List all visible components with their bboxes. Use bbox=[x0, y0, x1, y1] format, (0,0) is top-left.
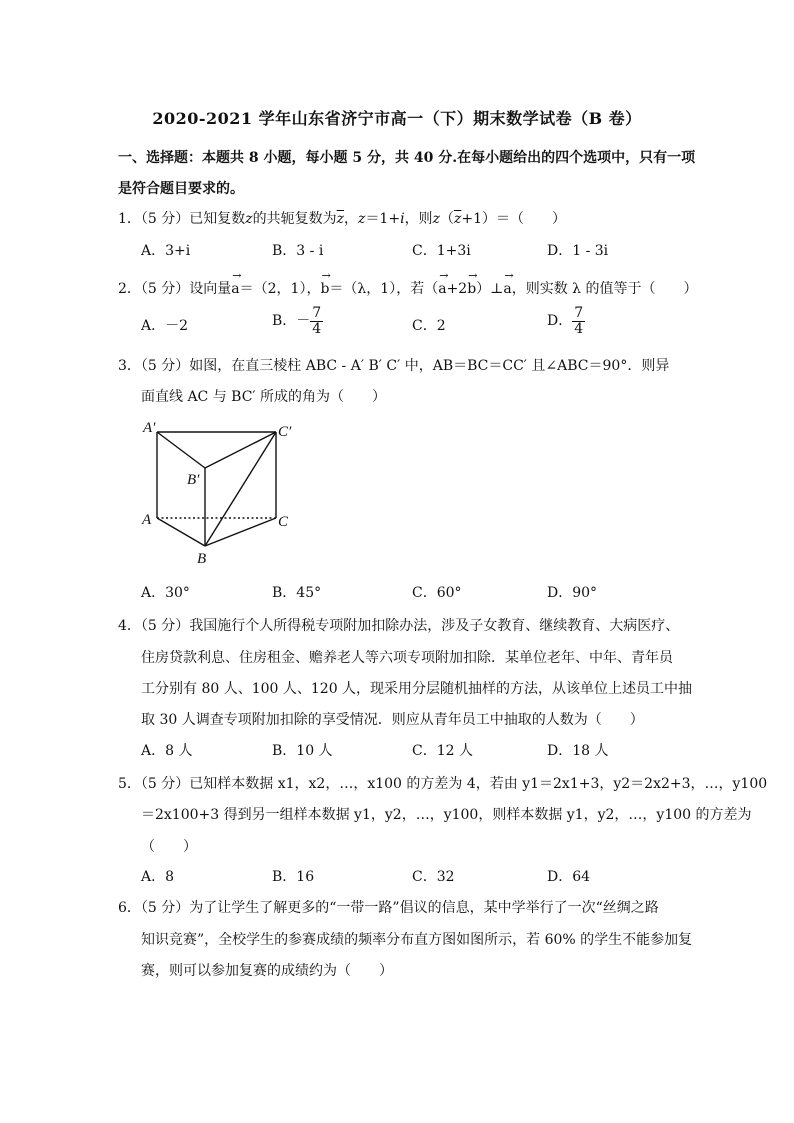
q5-stem-line3: （ ） bbox=[141, 839, 197, 855]
q4-option-d: D．18 人 bbox=[547, 743, 609, 759]
q4-option-b: B．10 人 bbox=[272, 743, 333, 759]
edge-A1B1 bbox=[157, 432, 205, 468]
section-heading-line1: 一、选择题：本题共 8 小题，每小题 5 分，共 40 分.在每小题给出的四个选项中，只有一项 bbox=[118, 150, 696, 166]
q1-option-c: C．1+3i bbox=[412, 243, 471, 259]
label-B: B bbox=[197, 551, 207, 567]
q2-number: 2．（5 分） bbox=[118, 281, 190, 297]
q2-stem: 2．（5 分）设向量 → a＝（2，1）， → b＝（λ，1），若（ → a+2 → b）⊥ → a，则实数 λ 的值等于（ ） bbox=[118, 269, 698, 297]
edge-AB bbox=[157, 518, 205, 546]
page-title: 2020-2021 学年山东省济宁市高一（下）期末数学试卷（B 卷） bbox=[152, 109, 642, 128]
q5-option-c: C．32 bbox=[412, 869, 455, 885]
q1-number: 1．（5 分） bbox=[118, 211, 190, 227]
q4-stem-line3: 工分别有 80 人、100 人、120 人，现采用分层随机抽样的方法，从该单位上述员工中抽 bbox=[141, 681, 693, 697]
fraction: $\frac{7}{4}$ bbox=[312, 305, 322, 337]
prism-figure bbox=[135, 418, 305, 568]
segment-BC1 bbox=[205, 432, 276, 546]
q5-stem-line1: 5．（5 分）已知样本数据 x1，x2，…，x100 的方差为 4，若由 y1＝2x1+3，y2＝2x2+3，…，y100 bbox=[118, 776, 768, 792]
label-A1: A′ bbox=[143, 420, 156, 436]
label-C1: C′ bbox=[278, 424, 292, 440]
q4-option-c: C．12 人 bbox=[412, 743, 473, 759]
q3-option-b: B．45° bbox=[272, 585, 322, 601]
q6-stem-line3: 赛，则可以参加复赛的成绩约为（ ） bbox=[141, 963, 393, 979]
q5-option-b: B．16 bbox=[272, 869, 315, 885]
fraction: $\frac{7}{4}$ bbox=[574, 305, 584, 337]
section-heading-line2: 是符合题目要求的。 bbox=[118, 181, 244, 197]
q6-stem-line2: 知识竞赛”，全校学生的参赛成绩的频率分布直方图如图所示，若 60% 的学生不能参加复 bbox=[141, 932, 693, 948]
vector-b: → b bbox=[320, 269, 331, 297]
vector-a: → a bbox=[231, 269, 242, 297]
q4-stem-line2: 住房贷款利息、住房租金、赡养老人等六项专项附加扣除．某单位老年、中年、青年员 bbox=[141, 650, 673, 666]
q2-option-a: A．－2 bbox=[141, 318, 189, 334]
q5-stem-line2: ＝2x100+3 得到另一组样本数据 y1，y2，…，y100，则样本数据 y1，y2，…，y100 的方差为 bbox=[141, 807, 752, 823]
q1-option-b: B．3 - i bbox=[272, 243, 324, 259]
q6-stem-line1: 6．（5 分）为了让学生了解更多的“一带一路”倡议的信息，某中学举行了一次“丝绸之路 bbox=[118, 900, 659, 916]
q3-option-a: A．30° bbox=[141, 585, 190, 601]
label-B1: B′ bbox=[187, 472, 200, 488]
q2-option-c: C．2 bbox=[412, 318, 446, 334]
q3-stem-line2: 面直线 AC 与 BC′ 所成的角为（ ） bbox=[141, 389, 387, 405]
q3-stem-line1: 3．（5 分）如图，在直三棱柱 ABC - A′ B′ C′ 中，AB＝BC＝CC′ 且∠ABC＝90°．则异 bbox=[118, 358, 670, 374]
q1-option-a: A．3+i bbox=[141, 243, 191, 259]
q3-option-d: D．90° bbox=[547, 585, 598, 601]
label-A: A bbox=[142, 512, 152, 528]
q5-option-d: D．64 bbox=[547, 869, 591, 885]
q4-stem-line4: 取 30 人调查专项附加扣除的享受情况．则应从青年员工中抽取的人数为（ ） bbox=[141, 712, 644, 728]
q2-option-b: B．－ $\frac{7}{4}$ bbox=[272, 305, 322, 337]
conjugate-z: $\overline{z}$ bbox=[336, 211, 345, 227]
q1-option-d: D．1 - 3i bbox=[547, 243, 609, 259]
label-C: C bbox=[278, 514, 289, 530]
q4-option-a: A．8 人 bbox=[141, 743, 193, 759]
q5-option-a: A．8 bbox=[141, 869, 175, 885]
q1-stem: 1．（5 分）已知复数z的共轭复数为$\overline{z}$，z＝1+i，则$z(\overline{z}+1)=$（ ） bbox=[118, 211, 566, 227]
q2-option-d: D． $\frac{7}{4}$ bbox=[547, 305, 584, 337]
q3-option-c: C．60° bbox=[412, 585, 462, 601]
edge-BC bbox=[205, 518, 276, 546]
q4-stem-line1: 4．（5 分）我国施行个人所得税专项附加扣除办法，涉及子女教育、继续教育、大病医疗、 bbox=[118, 618, 680, 634]
